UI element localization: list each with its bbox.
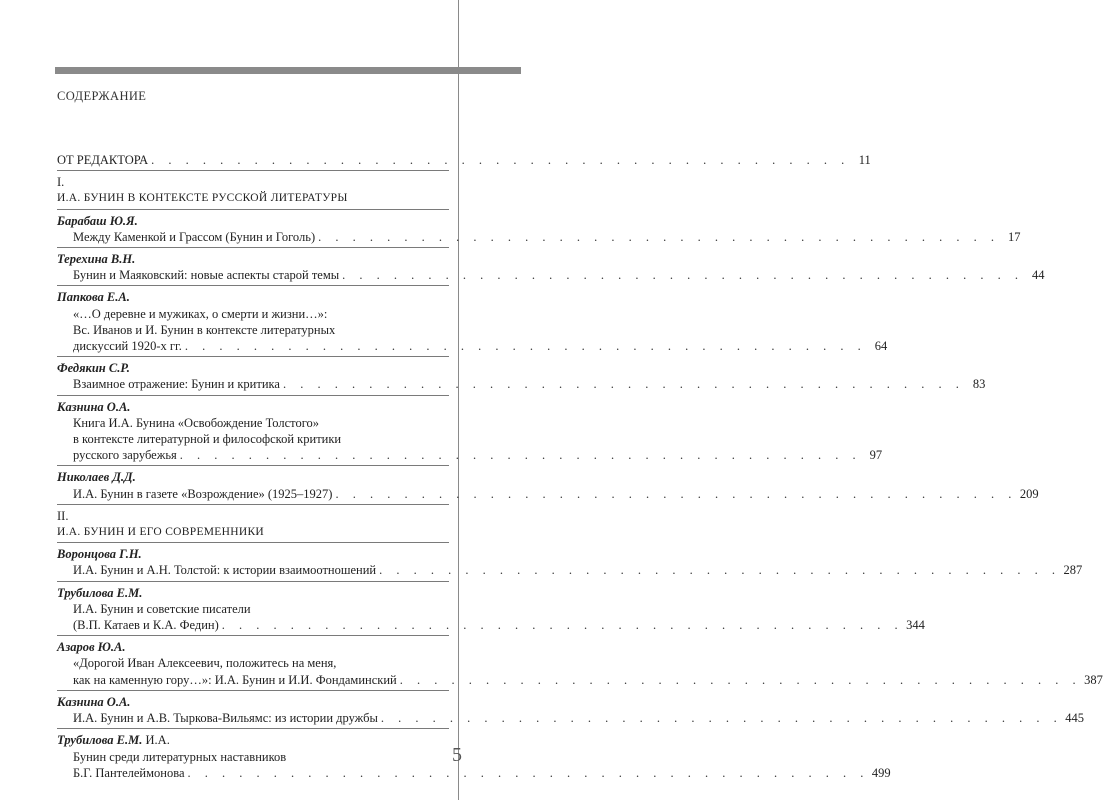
toc-entry[interactable] bbox=[57, 639, 1103, 688]
entry-divider bbox=[57, 635, 449, 636]
entry-page: 209 bbox=[1019, 486, 1039, 501]
section-divider bbox=[57, 170, 449, 171]
dot-leader: . . . . . . . . . . . . . . . . . . . . . . . . . . . . . . . . . . . . . . . . bbox=[184, 339, 867, 354]
dot-leader: . . . . . . . . . . . . . . . . . . . . . . . . . . . . . . . . . . . . . . . . bbox=[379, 563, 1061, 578]
entry-title: русского зарубежья bbox=[73, 448, 177, 463]
dot-leader: . . . . . . . . . . . . . . . . . . . . . . . . . . . . . . . . . . . . . . . . bbox=[187, 765, 869, 780]
entry-title-row bbox=[57, 229, 1021, 245]
section-number: II. bbox=[57, 508, 69, 523]
entry-page: 83 bbox=[972, 377, 986, 392]
dot-leader: . . . . . . . . . . . . . . . . . . . . . . . . . . . . . . . . . . . . . . . . bbox=[380, 711, 1063, 726]
toc-entry[interactable] bbox=[57, 399, 883, 464]
section-title: И.А. БУНИН И ЕГО СОВРЕМЕННИКИ bbox=[57, 526, 265, 539]
entry-page: 44 bbox=[1032, 268, 1045, 283]
entry-author: Трубилова Е.М. bbox=[57, 585, 143, 600]
entry-author-line bbox=[57, 360, 449, 376]
toc-entry[interactable] bbox=[57, 546, 1083, 578]
entry-author: Азаров Ю.А. bbox=[57, 640, 126, 655]
entry-divider bbox=[57, 247, 449, 248]
entry-divider bbox=[57, 285, 449, 286]
header-bar bbox=[55, 67, 521, 74]
entry-author: Трубилова Е.М. bbox=[57, 733, 143, 748]
entry-author: Казнина О.А. bbox=[57, 694, 131, 709]
entry-title-row bbox=[57, 765, 891, 781]
entry-title-row bbox=[57, 338, 888, 354]
entry-author-line bbox=[57, 289, 449, 305]
dot-leader: . . . . . . . . . . . . . . . . . . . . . . . . . . . . . . . . . . . . . . . . bbox=[399, 672, 1082, 687]
toc-entry-editor[interactable] bbox=[57, 152, 871, 168]
table-of-contents bbox=[57, 152, 1103, 781]
entry-title: Между Каменкой и Грассом (Бунин и Гоголь) bbox=[73, 229, 316, 244]
toc-entry[interactable] bbox=[57, 469, 1039, 501]
toc-entry[interactable] bbox=[57, 360, 986, 392]
entry-title-line: Книга И.А. Бунина «Освобождение Толстого» bbox=[73, 415, 320, 430]
entry-title: И.А. Бунин и А.Н. Толстой: к истории взаимоотношений bbox=[73, 563, 377, 578]
toc-entry[interactable] bbox=[57, 251, 1045, 283]
dot-leader: . . . . . . . . . . . . . . . . . . . . . . . . . . . . . . . . . . . . . . . . bbox=[335, 486, 1017, 501]
entry-title-row bbox=[57, 447, 883, 463]
entry-title-line: Бунин среди литературных наставников bbox=[73, 749, 287, 764]
entry-title: Б.Г. Пантелеймонова bbox=[73, 765, 185, 780]
entry-title: как на каменную гору…»: И.А. Бунин и И.И. Фондаминский bbox=[73, 672, 397, 687]
entry-title-line: «…О деревне и мужиках, о смерти и жизни…»: bbox=[73, 306, 328, 321]
entry-divider bbox=[57, 395, 449, 396]
entry-title-line: И.А. Бунин и советские писатели bbox=[73, 601, 251, 616]
dot-leader: . . . . . . . . . . . . . . . . . . . . . . . . . . . . . . . . . . . . . . . . bbox=[282, 377, 965, 392]
entry-author: Казнина О.А. bbox=[57, 399, 131, 414]
entry-divider bbox=[57, 542, 449, 543]
entry-title-row bbox=[57, 710, 1085, 726]
page-heading: СОДЕРЖАНИЕ bbox=[57, 89, 147, 103]
entry-page: 17 bbox=[1007, 229, 1021, 244]
entry-author-line bbox=[57, 399, 449, 415]
entry-author: Воронцова Г.Н. bbox=[57, 547, 142, 562]
entry-author: Папкова Е.А. bbox=[57, 290, 130, 305]
entry-title: ОТ РЕДАКТОРА bbox=[57, 153, 149, 167]
entry-divider bbox=[57, 690, 449, 691]
section-divider bbox=[57, 504, 449, 505]
dot-leader: . . . . . . . . . . . . . . . . . . . . . . . . . . . . . . . . . . . . . . . . bbox=[342, 268, 1024, 283]
entry-author: Терехина В.Н. bbox=[57, 252, 136, 267]
section-title: И.А. БУНИН В КОНТЕКСТЕ РУССКОЙ ЛИТЕРАТУРЫ bbox=[57, 192, 348, 205]
entry-title: дискуссий 1920-х гг. bbox=[73, 339, 182, 354]
entry-title-line: в контексте литературной и философской критики bbox=[73, 432, 342, 447]
entry-title-row bbox=[57, 486, 1039, 502]
entry-title-row bbox=[57, 672, 1103, 688]
toc-entry[interactable] bbox=[57, 732, 891, 781]
dot-leader: . . . . . . . . . . . . . . . . . . . . . . . . . . . . . . . . . . . . . . . . bbox=[318, 229, 1000, 244]
entry-author-line bbox=[57, 585, 449, 601]
entry-author-line bbox=[57, 639, 449, 655]
entry-page: 64 bbox=[874, 339, 888, 354]
toc-entry[interactable] bbox=[57, 213, 1021, 245]
entry-divider bbox=[57, 581, 449, 582]
section-number: I. bbox=[57, 175, 65, 190]
entry-author: Николаев Д.Д. bbox=[57, 470, 136, 485]
entry-title-row bbox=[57, 376, 986, 392]
entry-author: Барабаш Ю.Я. bbox=[57, 213, 138, 228]
section-entries bbox=[57, 542, 1103, 781]
entry-author-suffix: И.А. bbox=[142, 733, 170, 748]
entry-page: 387 bbox=[1084, 672, 1103, 687]
entry-title-row bbox=[57, 617, 925, 633]
section-entries bbox=[57, 209, 1045, 502]
entry-title: Взаимное отражение: Бунин и критика bbox=[73, 377, 280, 392]
toc-entry[interactable] bbox=[57, 694, 1085, 726]
entry-page: 499 bbox=[871, 765, 891, 780]
entry-author-line bbox=[57, 251, 449, 267]
dot-leader: . . . . . . . . . . . . . . . . . . . . . . . . . . . . . . . . . . . . . . . . bbox=[221, 618, 904, 633]
entry-author-line bbox=[57, 546, 449, 562]
entry-author-line bbox=[57, 213, 449, 229]
entry-title-row bbox=[57, 267, 1045, 283]
entry-title-row bbox=[57, 562, 1083, 578]
entry-title: И.А. Бунин и А.В. Тыркова-Вильямс: из истории дружбы bbox=[73, 711, 378, 726]
entry-author-line bbox=[57, 732, 449, 748]
entry-author: Федякин С.Р. bbox=[57, 361, 130, 376]
entry-divider bbox=[57, 356, 449, 357]
entry-page: 11 bbox=[858, 153, 871, 167]
entry-title: (В.П. Катаев и К.А. Федин) bbox=[73, 618, 219, 633]
page-number: 5 bbox=[452, 744, 462, 766]
entry-divider bbox=[57, 209, 449, 210]
entry-page: 344 bbox=[906, 618, 925, 633]
entry-title-line: «Дорогой Иван Алексеевич, положитесь на меня, bbox=[73, 656, 337, 671]
dot-leader: . . . . . . . . . . . . . . . . . . . . . . . . . . . . . . . . . . . . . . . . . bbox=[151, 153, 850, 167]
entry-divider bbox=[57, 728, 449, 729]
entry-page: 287 bbox=[1063, 563, 1083, 578]
entry-divider bbox=[57, 465, 449, 466]
entry-title: Бунин и Маяковский: новые аспекты старой темы bbox=[73, 268, 340, 283]
dot-leader: . . . . . . . . . . . . . . . . . . . . . . . . . . . . . . . . . . . . . . . . bbox=[179, 448, 862, 463]
entry-page: 97 bbox=[869, 448, 883, 463]
entry-page: 445 bbox=[1065, 711, 1085, 726]
entry-author-line bbox=[57, 694, 449, 710]
entry-title-line: Вс. Иванов и И. Бунин в контексте литературных bbox=[73, 322, 336, 337]
toc-entry[interactable] bbox=[57, 585, 925, 634]
entry-author-line bbox=[57, 469, 449, 485]
toc-entry[interactable] bbox=[57, 289, 888, 354]
entry-title: И.А. Бунин в газете «Возрождение» (1925–1927) bbox=[73, 486, 333, 501]
